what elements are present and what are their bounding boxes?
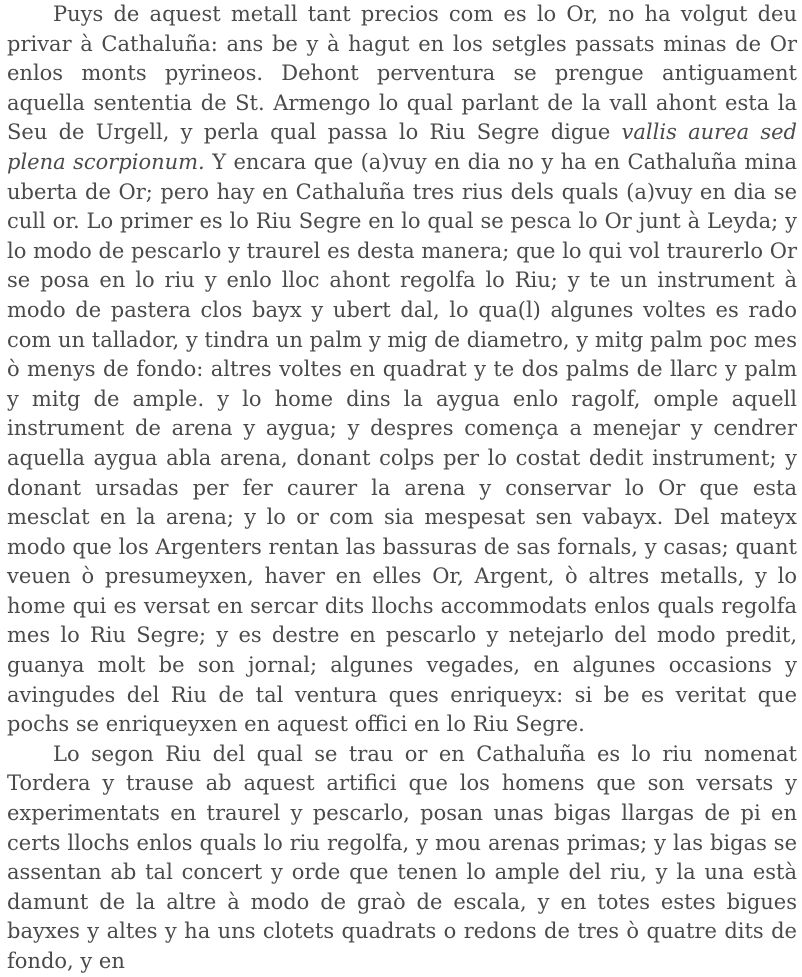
paragraph-2: Lo segon Riu del qual se trau or en Cathaluña es lo riu nomenat Tordera y trause ab aquest artifici que los homens que son versats y experimentats en traurel y pescarlo, posan unas bigas llargas de pi en certs llochs enlos quals lo riu regolfa, y mou arenas primas; y las bigas se assentan ab tal concert y orde que tenen lo ample del riu, y la una està damunt de la altre à modo de graò de escala, y en totes estes bigues bayxes y altes y ha uns clotets quadrats o redons de tres ò quatre dits de fondo, y en bbox=[7, 741, 797, 973]
paragraph-1-latin-quote: vallis aurea sed plena scorpionum. bbox=[7, 120, 798, 174]
paragraph-1-text-start: Puys de aquest metall tant precios com es lo Or, no ha volgut deu privar à Cathaluña: ans be y à hagut en los setgles passats minas de Or enlos monts pyrineos. Dehont perventura se prengue antiguament aquella sententia de St. Armengo lo qual parlant de la vall ahont esta la Seu de Urgell, y perla qual passa lo Riu Segre digue bbox=[7, 2, 797, 145]
paragraph-1-text-end: Y encara que (a)vuy en dia no y ha en Cathaluña mina uberta de Or; pero hay en Cathaluña tres rius dels quals (a)vuy en dia se cull or. Lo primer es lo Riu Segre en lo qual se pesca lo Or junt à Leyda; y lo modo de pescarlo y traurel es desta manera; que lo qui vol traurerlo Or se posa en lo riu y enlo lloc ahont regolfa lo Riu; y te un instrument à modo de pastera clos bayx y ubert dal, lo qua(l) algunes voltes es rado com un tallador, y tindra un palm y mig de diametro, y mitg palm poc mes ò menys de fondo: altres voltes en quadrat y te dos palms de llarc y palm y mitg de ample. y lo home dins la aygua enlo ragolf, omple aquell instrument de arena y aygua; y despres començа a menejar y cendrer aquella aygua abla arena, donant colps per lo costat dedit instrument; y donant ursadas per fer caurer la arena y conservar lo Or que esta mesclat en la arena; y lo or com sia mespesat sen vabayx. Del mateyx modo que los Argenters rentan las bassuras de sas fornals, y casas; quant veuen ò presumeyxen, haver en elles Or, Argent, ò altres metalls, y lo home qui es versat en sercar dits llochs accommodats enlos quals regolfa mes lo Riu Segre; y es destre en pescarlo y netejarlo del modo predit, guanya molt be son jornal; algunes vegades, en algunes occasions y avingudes del Riu de tal ventura ques enriqueyx: si be es veritat que pochs se enriqueyxen en aquest offici en lo Riu Segre. bbox=[7, 149, 798, 737]
paragraph-1 bbox=[7, 0, 797, 740]
document-page bbox=[7, 0, 797, 977]
